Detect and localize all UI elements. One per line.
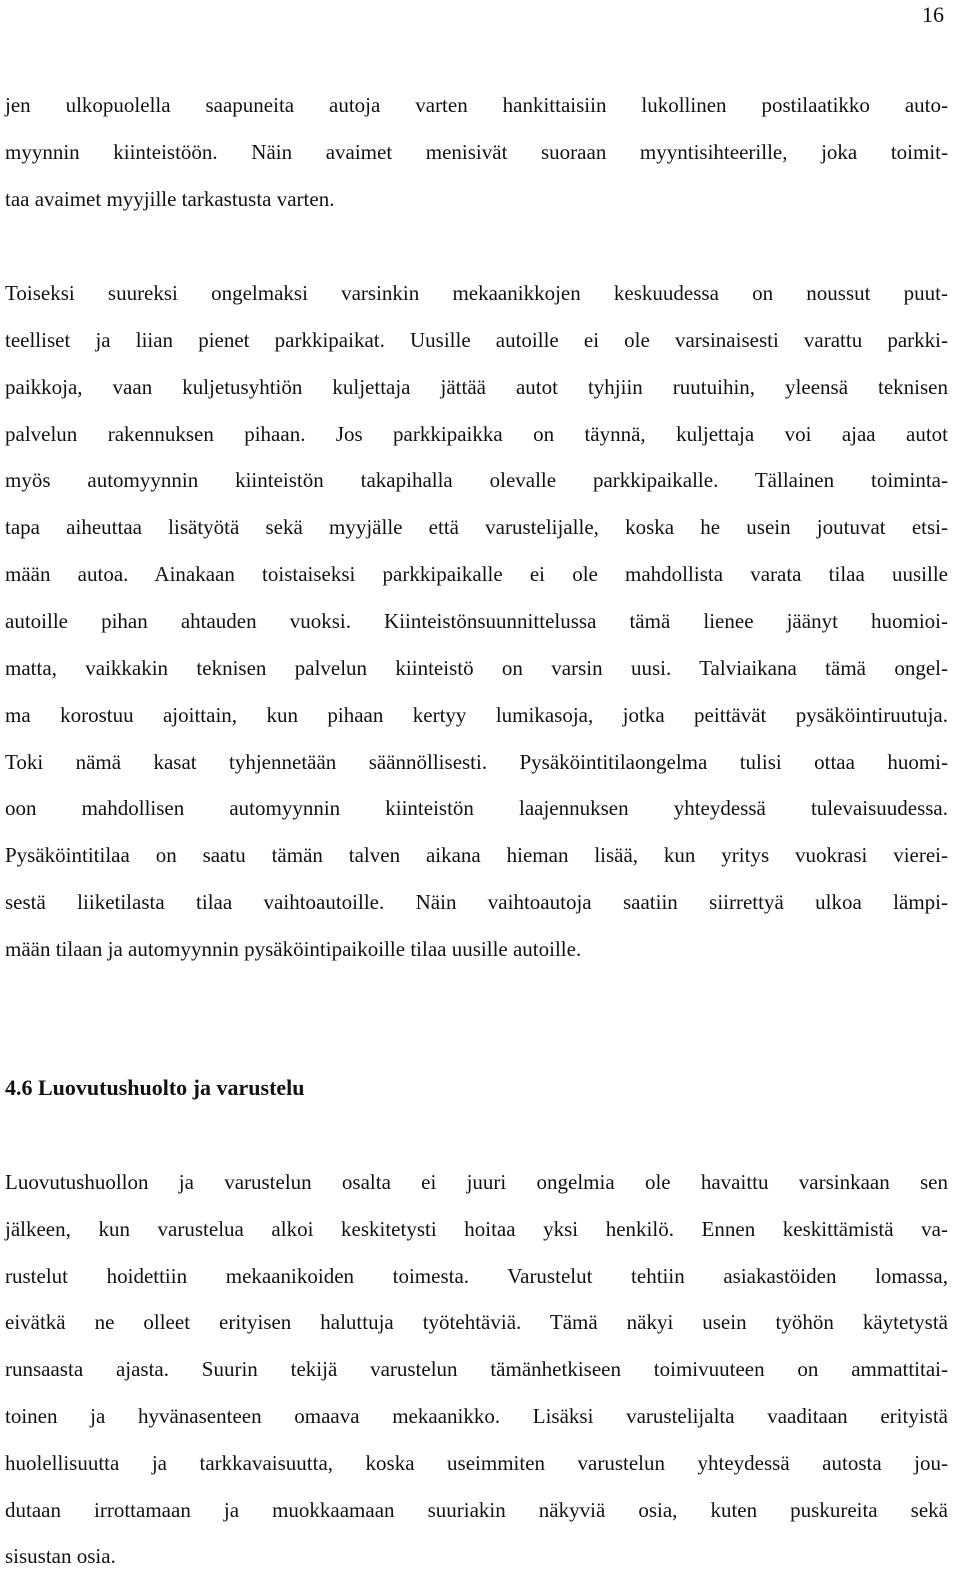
section-heading: 4.6 Luovutushuolto ja varustelu xyxy=(5,1075,305,1100)
text-line: jen ulkopuolella saapuneita autoja varten hankittaisiin lukollinen postilaatikko auto- xyxy=(5,93,948,117)
text-line: Pysäköintitilaa on saatu tämän talven aikana hieman lisää, kun yritys vuokrasi vierei- xyxy=(5,843,948,867)
text-line: taa avaimet myyjille tarkastusta varten. xyxy=(5,187,335,211)
text-line: Luovutushuollon ja varustelun osalta ei juuri ongelmia ole havaittu varsinkaan sen xyxy=(5,1170,948,1194)
text-line: toinen ja hyvänasenteen omaava mekaanikko. Lisäksi varustelijalta vaaditaan erityistä xyxy=(5,1404,948,1428)
text-line: oon mahdollisen automyynnin kiinteistön laajennuksen yhteydessä tulevaisuudessa. xyxy=(5,796,948,820)
text-line: Toiseksi suureksi ongelmaksi varsinkin mekaanikkojen keskuudessa on noussut puut- xyxy=(5,281,948,305)
text-line: rustelut hoidettiin mekaanikoiden toimesta. Varustelut tehtiin asiakastöiden lomassa, xyxy=(5,1264,948,1288)
text-line: sestä liiketilasta tilaa vaihtoautoille. Näin vaihtoautoja saatiin siirrettyä ulkoa lämpi- xyxy=(5,890,948,914)
text-line: autoille pihan ahtauden vuoksi. Kiinteistönsuunnittelussa tämä lienee jäänyt huomioi- xyxy=(5,609,948,633)
text-line: eivätkä ne olleet erityisen haluttuja työtehtäviä. Tämä näkyi usein työhön käytetystä xyxy=(5,1310,948,1334)
text-line: sisustan osia. xyxy=(5,1544,116,1568)
text-line: palvelun rakennuksen pihaan. Jos parkkipaikka on täynnä, kuljettaja voi ajaa autot xyxy=(5,422,948,446)
text-line: ma korostuu ajoittain, kun pihaan kertyy lumikasoja, jotka peittävät pysäköintiruutuja. xyxy=(5,703,948,727)
text-line: paikkoja, vaan kuljetusyhtiön kuljettaja jättää autot tyhjiin ruutuihin, yleensä teknisen xyxy=(5,375,948,399)
text-line: myös automyynnin kiinteistön takapihalla olevalle parkkipaikalle. Tällainen toiminta- xyxy=(5,468,948,492)
text-line: dutaan irrottamaan ja muokkaamaan suuriakin näkyviä osia, kuten puskureita sekä xyxy=(5,1498,948,1522)
text-line: huolellisuutta ja tarkkavaisuutta, koska useimmiten varustelun yhteydessä autosta jou- xyxy=(5,1451,948,1475)
text-line: jälkeen, kun varustelua alkoi keskitetysti hoitaa yksi henkilö. Ennen keskittämistä va- xyxy=(5,1217,948,1241)
text-line: mään autoa. Ainakaan toistaiseksi parkkipaikalle ei ole mahdollista varata tilaa uusille xyxy=(5,562,948,586)
page-number: 16 xyxy=(922,2,944,27)
text-line: matta, vaikkakin teknisen palvelun kiinteistö on varsin uusi. Talviaikana tämä ongel- xyxy=(5,656,948,680)
text-line: mään tilaan ja automyynnin pysäköintipaikoille tilaa uusille autoille. xyxy=(5,937,582,961)
text-line: myynnin kiinteistöön. Näin avaimet menisivät suoraan myyntisihteerille, joka toimit- xyxy=(5,140,948,164)
text-line: teelliset ja liian pienet parkkipaikat. Uusille autoille ei ole varsinaisesti varattu parkki- xyxy=(5,328,948,352)
text-line: runsaasta ajasta. Suurin tekijä varustelun tämänhetkiseen toimivuuteen on ammattitai- xyxy=(5,1357,948,1381)
text-line: Toki nämä kasat tyhjennetään säännöllisesti. Pysäköintitilaongelma tulisi ottaa huomi- xyxy=(5,750,948,774)
text-line: tapa aiheuttaa lisätyötä sekä myyjälle että varustelijalle, koska he usein joutuvat etsi- xyxy=(5,515,948,539)
